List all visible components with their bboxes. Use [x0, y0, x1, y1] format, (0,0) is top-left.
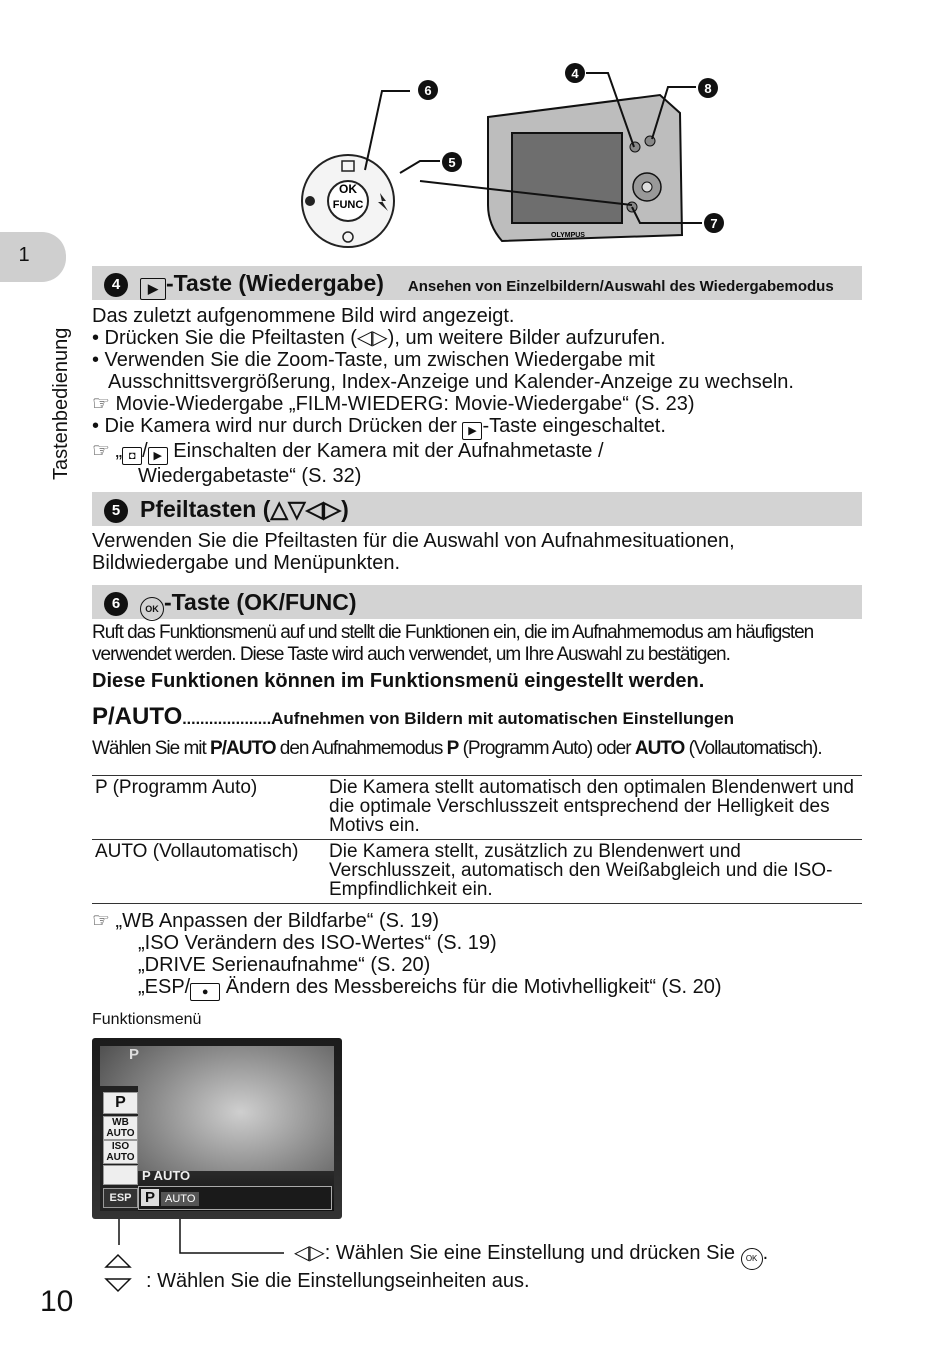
section-6-title: -Taste (OK/FUNC)	[164, 589, 357, 615]
callout-4: 4	[571, 66, 579, 81]
section-6-body	[92, 622, 872, 692]
selected-mode-label: P AUTO	[142, 1168, 191, 1183]
play-icon: ▶	[462, 422, 482, 440]
page-number: 10	[40, 1285, 74, 1318]
section-4-number: 4	[104, 273, 128, 297]
play-icon: ▶	[140, 278, 166, 300]
reference-icon: ☞	[92, 393, 116, 415]
camera-lcd	[512, 133, 622, 223]
reference-icon: ☞	[92, 440, 116, 462]
callout-7: 7	[710, 216, 718, 231]
text-line: -Taste eingeschaltet.	[482, 415, 666, 437]
text-line: „ESP/	[138, 976, 191, 998]
table-row	[92, 840, 862, 904]
dial-func-label: FUNC	[332, 199, 364, 211]
section-4-subtitle: Ansehen von Einzelbildern/Auswahl des Wiedergabemodus	[407, 278, 834, 295]
callout-8: 8	[704, 81, 712, 96]
bold-text-line: Diese Funktionen können im Funktionsmenü eingestellt werden.	[92, 670, 705, 692]
callout-6: 6	[424, 83, 432, 98]
text-line: Bildwiedergabe und Menüpunkten.	[92, 552, 400, 574]
function-menu-screen	[92, 1038, 342, 1219]
table-cell-mode: AUTO (Vollautomatisch)	[95, 841, 299, 862]
menu-item-drive[interactable]	[103, 1165, 138, 1185]
text-line: „WB Anpassen der Bildfarbe“ (S. 19)	[115, 910, 439, 932]
text-line: „DRIVE Serienaufnahme“ (S. 20)	[138, 954, 431, 976]
text-line: „ISO Verändern des ISO-Wertes“ (S. 19)	[138, 932, 497, 954]
chapter-number: 1	[18, 244, 30, 266]
mode-table	[92, 775, 862, 904]
camera-icon: ◘	[122, 447, 142, 465]
text-line: Ausschnittsvergrößerung, Index-Anzeige und Kalender-Anzeige zu wechseln.	[108, 371, 794, 393]
text-line: „	[115, 440, 123, 462]
selection-bar	[138, 1186, 332, 1210]
pauto-title: P/AUTO	[92, 703, 183, 730]
section-5-title: Pfeiltasten (△▽◁▷)	[140, 496, 349, 522]
text-line: • Drücken Sie die Pfeiltasten (◁▷), um weitere Bilder aufzurufen.	[92, 327, 666, 349]
pauto-text: Wählen Sie mit P/AUTO den Aufnahmemodus P (Programm Auto) oder AUTO (Vollautomatisch).	[92, 738, 822, 759]
table-cell-desc: Die Kamera stellt automatisch den optimalen Blendenwert und die optimale Verschlusszeit entsprechend der Helligkeit des Motivs ein.	[329, 777, 854, 836]
text-line: Movie-Wiedergabe „FILM-WIEDERG: Movie-Wiedergabe“ (S. 23)	[115, 393, 695, 415]
text-line: : Wählen Sie eine Einstellung und drücken Sie	[324, 1242, 736, 1264]
camera-brand: OLYMPUS	[551, 232, 585, 239]
text-line: Einschalten der Kamera mit der Aufnahmetaste /	[167, 440, 604, 462]
text-line: Das zuletzt aufgenommene Bild wird angezeigt.	[92, 305, 515, 327]
dial-ok-label: OK	[339, 182, 357, 196]
pauto-description: Aufnehmen von Bildern mit automatischen Einstellungen	[271, 709, 734, 728]
section-6-header	[92, 585, 862, 619]
section-4-body: Das zuletzt aufgenommene Bild wird angezeigt. • Drücken Sie die Pfeiltasten (◁▷), um weitere Bilder aufzurufen. • Verwenden Sie die Zoom-Taste, um zwischen Wiedergabe mit Ausschnittsvergrößerung, Index-Anzeige und Kalender-Anzeige zu wechseln. ☞ Movie-Wiedergabe „FILM-WIEDERG: Movie-Wiedergabe“ (S. 23) • Die Kamera wird nur durch Drücken der ▶ -Taste eingeschaltet. ☞ „ ◘ / ▶ Einschalten der Kamera mit der Aufnahmetaste / Wiedergabetaste“ (S. 32)	[92, 305, 872, 487]
pauto-heading	[92, 703, 872, 731]
up-arrow-icon	[106, 1255, 130, 1267]
menu-item-iso[interactable]: ISO AUTO	[103, 1140, 138, 1164]
section-5-header	[92, 492, 862, 526]
play-icon: ▶	[148, 447, 168, 465]
chapter-title: Tastenbedienung	[50, 327, 72, 480]
ok-func-icon: OK	[140, 597, 164, 621]
reference-icon: ☞	[92, 910, 116, 932]
section-4-title: -Taste (Wiedergabe)	[166, 270, 384, 296]
table-row	[92, 776, 862, 840]
references	[92, 910, 872, 1001]
table-cell-mode: P (Programm Auto)	[95, 777, 258, 798]
option-auto[interactable]: AUTO	[161, 1192, 199, 1206]
menu-item-esp[interactable]: ESP	[103, 1188, 138, 1208]
text-line: Ruft das Funktionsmenü auf und stellt die Funktionen ein, die im Aufnahmemodus am häufigsten	[92, 622, 814, 643]
text-line: verwendet werden. Diese Taste wird auch verwendet, um Ihre Auswahl zu bestätigen.	[92, 644, 730, 665]
section-6-number: 6	[104, 592, 128, 616]
section-5-number: 5	[104, 499, 128, 523]
menu-caption: Funktionsmenü	[92, 1011, 202, 1028]
option-p[interactable]: P	[141, 1189, 159, 1206]
spot-metering-icon: ●	[190, 983, 220, 1001]
camera-diagram	[290, 55, 750, 250]
down-arrow-icon	[106, 1279, 130, 1291]
ok-func-icon: OK	[741, 1248, 763, 1270]
callout-5: 5	[448, 155, 456, 170]
left-right-arrows-icon: ◁▷	[294, 1242, 325, 1264]
text-line: • Verwenden Sie die Zoom-Taste, um zwischen Wiedergabe mit	[92, 349, 655, 371]
text-line: • Die Kamera wird nur durch Drücken der	[92, 415, 457, 437]
macro-icon	[305, 196, 315, 206]
table-cell-desc: Die Kamera stellt, zusätzlich zu Blendenwert und Verschlusszeit, automatisch den Weißabgleich und die ISO-Empfindlichkeit ein.	[329, 841, 833, 900]
pauto-dots: ....................	[182, 711, 272, 728]
section-5-body	[92, 530, 872, 574]
text-line: Wiedergabetaste“ (S. 32)	[138, 465, 362, 487]
mode-indicator: P	[129, 1046, 140, 1063]
text-line: Ändern des Messbereichs für die Motivhelligkeit“ (S. 20)	[220, 976, 722, 998]
text-line: Verwenden Sie die Pfeiltasten für die Auswahl von Aufnahmesituationen,	[92, 530, 735, 552]
section-4-header	[92, 266, 862, 300]
menu-note-1: ◁▷: Wählen Sie eine Einstellung und drücken Sie OK .	[294, 1240, 768, 1270]
menu-item-p[interactable]: P	[103, 1092, 138, 1114]
menu-note-2: : Wählen Sie die Einstellungseinheiten aus.	[146, 1270, 530, 1292]
menu-item-wb[interactable]: WB AUTO	[103, 1116, 138, 1140]
